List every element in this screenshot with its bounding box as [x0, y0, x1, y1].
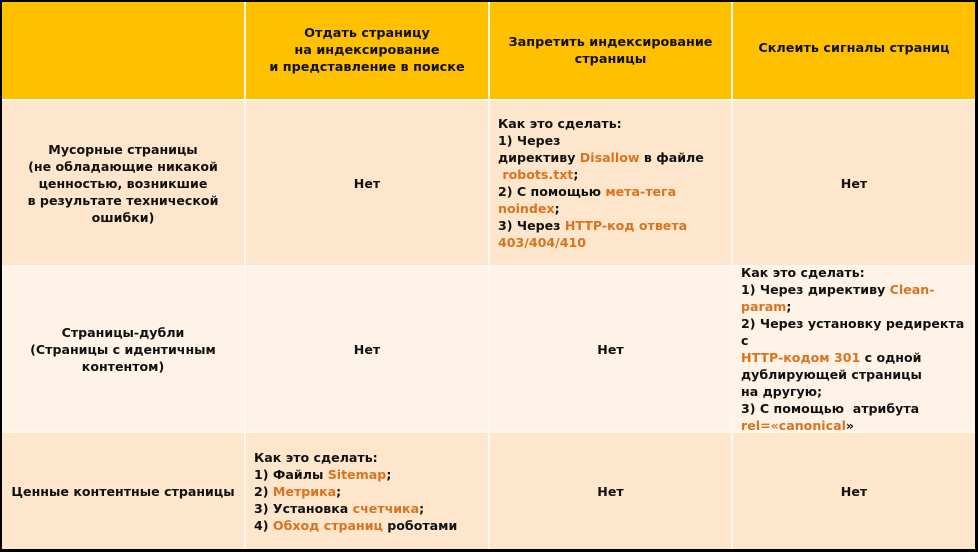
row-label-line: (не обладающие никакой — [28, 158, 218, 174]
row-label-line: Мусорные страницы — [48, 141, 198, 157]
cell-duplicate-index — [246, 267, 488, 431]
cell-junk-merge — [733, 101, 975, 265]
row-label-line: ценностью, возникшие — [38, 175, 208, 191]
highlight-term: rel=«canonical — [741, 418, 846, 433]
header-index-in-search — [246, 2, 488, 99]
text: 4) — [254, 517, 273, 533]
text: ; — [419, 500, 425, 516]
how-to-line — [254, 500, 457, 517]
highlight-term: robots.txt — [498, 167, 574, 182]
text: ; — [336, 483, 342, 499]
text: 2) С помощью — [498, 184, 606, 199]
row-label-valuable-pages — [2, 433, 244, 549]
how-to-line: 1) Через — [498, 133, 561, 148]
text: в файле — [639, 150, 704, 165]
highlight-term: Clean-param — [741, 282, 935, 314]
header-text-line: страницы — [574, 51, 647, 67]
how-to-line: 2) Через установку редиректа с — [741, 316, 965, 348]
row-label-line: (Страницы с идентичным — [30, 341, 216, 357]
how-to-line — [741, 417, 969, 434]
how-to-line — [254, 517, 457, 534]
cell-junk-block — [490, 101, 731, 265]
text: ; — [573, 167, 579, 182]
how-to-line — [741, 349, 969, 366]
header-text-line: Отдать страницу — [304, 26, 430, 41]
highlight-term: Обход страниц — [272, 517, 383, 533]
text: 1) Через директиву — [741, 282, 890, 297]
header-block-indexing — [490, 2, 731, 99]
highlight-term: Sitemap — [327, 466, 387, 482]
cell-valuable-block — [490, 433, 731, 549]
row-label-line: ошибки) — [91, 209, 155, 225]
row-label-line: контентом) — [81, 358, 165, 374]
text: 2) — [254, 483, 273, 499]
header-corner-cell — [2, 2, 244, 99]
how-to-line — [498, 217, 725, 234]
cell-valuable-index — [246, 433, 488, 549]
no-value: Нет — [353, 175, 381, 191]
text: 1) Файлы — [254, 466, 328, 482]
row-label-line: Страницы-дубли — [61, 324, 185, 340]
highlight-term: мета-тега noindex — [498, 184, 677, 216]
text: ; — [554, 201, 560, 216]
header-text-line: и представление в поиске — [269, 60, 465, 75]
text: ; — [786, 299, 792, 314]
highlight-term: HTTP-кодом 301 — [741, 350, 861, 365]
text: с одной — [860, 350, 922, 365]
highlight-term: Метрика — [272, 483, 337, 499]
text: 3) Через — [498, 218, 565, 233]
indexing-table — [2, 2, 975, 549]
text: роботами — [382, 517, 458, 533]
how-to-line — [498, 149, 725, 166]
highlight-term: счетчика — [352, 500, 420, 516]
no-value: Нет — [597, 341, 624, 357]
row-label-duplicate-pages — [2, 267, 244, 431]
no-value: Нет — [353, 341, 381, 357]
how-to-line — [498, 166, 725, 183]
how-to-line — [741, 281, 969, 315]
how-to-line — [498, 183, 725, 217]
no-value: Нет — [840, 175, 868, 191]
row-label-line: Ценные контентные страницы — [11, 483, 235, 499]
how-to-title: Как это сделать: — [498, 116, 622, 131]
cell-duplicate-block — [490, 267, 731, 431]
text: » — [845, 418, 855, 433]
highlight-term: HTTP-код ответа — [564, 218, 688, 233]
cell-valuable-merge — [733, 433, 975, 549]
highlight-term: Disallow — [579, 150, 640, 165]
how-to-line — [254, 466, 457, 483]
cell-duplicate-merge — [733, 267, 975, 431]
how-to-line: 403/404/410 — [498, 235, 587, 250]
text: директиву — [498, 150, 580, 165]
how-to-line: на другую; — [741, 384, 823, 399]
cell-junk-index — [246, 101, 488, 265]
text: ; — [386, 466, 392, 482]
how-to-line — [254, 483, 457, 500]
header-text-line: на индексирование — [294, 43, 440, 58]
header-merge-signals — [733, 2, 975, 99]
how-to-line: дублирующей страницы — [741, 367, 922, 382]
how-to-title: Как это сделать: — [741, 265, 865, 280]
header-text-line: Склеить сигналы страниц — [758, 41, 950, 56]
row-label-junk-pages — [2, 101, 244, 265]
row-label-line: в результате технической — [27, 192, 219, 208]
text: 3) Установка — [254, 500, 353, 516]
how-to-title: Как это сделать: — [254, 449, 378, 465]
header-text-line: Запретить индексирование — [508, 34, 713, 50]
how-to-line: 3) С помощью атрибута — [741, 401, 920, 416]
no-value: Нет — [840, 483, 868, 499]
no-value: Нет — [597, 483, 624, 499]
